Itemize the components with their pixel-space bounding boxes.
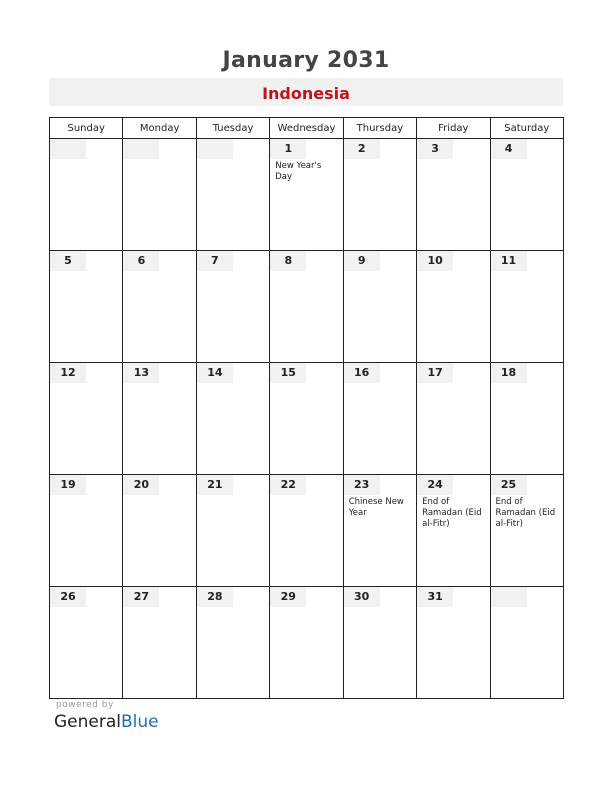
- country-name: Indonesia: [262, 84, 350, 103]
- weekday-header: Tuesday: [196, 118, 269, 139]
- day-number: 12: [50, 363, 86, 383]
- day-cell: [417, 587, 490, 699]
- week-row: [50, 587, 564, 699]
- day-cell: [196, 475, 269, 587]
- day-number: 20: [123, 475, 159, 495]
- week-row: [50, 475, 564, 587]
- day-cell: [123, 251, 196, 363]
- day-number: 1: [270, 139, 306, 159]
- day-cell: [490, 251, 563, 363]
- day-number: 25: [491, 475, 527, 495]
- day-cell: [123, 587, 196, 699]
- day-cell: [270, 363, 343, 475]
- day-cell: [50, 587, 123, 699]
- week-row: [50, 363, 564, 475]
- day-number: 11: [491, 251, 527, 271]
- weekday-header: Wednesday: [270, 118, 343, 139]
- week-row: [50, 251, 564, 363]
- day-cell: [50, 251, 123, 363]
- day-cell: [417, 251, 490, 363]
- day-number: 15: [270, 363, 306, 383]
- day-cell: [343, 139, 416, 251]
- day-number: 13: [123, 363, 159, 383]
- day-cell: [490, 139, 563, 251]
- day-number: 4: [491, 139, 527, 159]
- holiday-label: New Year's Day: [275, 161, 322, 182]
- day-number: 3: [417, 139, 453, 159]
- weekday-header-row: [50, 118, 564, 139]
- day-number: 14: [197, 363, 233, 383]
- day-number: 16: [344, 363, 380, 383]
- weekday-header: Saturday: [490, 118, 563, 139]
- day-cell: [417, 139, 490, 251]
- brand-name-blue: Blue: [121, 712, 159, 732]
- day-cell: [343, 475, 416, 587]
- brand-name-general: General: [54, 712, 121, 732]
- day-number: 28: [197, 587, 233, 607]
- day-number: 19: [50, 475, 86, 495]
- day-number: 2: [344, 139, 380, 159]
- day-cell: [50, 363, 123, 475]
- day-cell: [196, 587, 269, 699]
- brand-logo[interactable]: [54, 712, 159, 732]
- day-number: [123, 139, 159, 159]
- day-cell: [490, 587, 563, 699]
- weekday-header: Thursday: [343, 118, 416, 139]
- day-cell: [417, 475, 490, 587]
- day-cell: [270, 139, 343, 251]
- day-cell: [343, 251, 416, 363]
- day-number: 21: [197, 475, 233, 495]
- day-number: 17: [417, 363, 453, 383]
- day-number: 5: [50, 251, 86, 271]
- day-cell: [50, 475, 123, 587]
- day-number: 18: [491, 363, 527, 383]
- calendar-grid: [49, 117, 564, 699]
- day-number: 10: [417, 251, 453, 271]
- day-cell: [196, 139, 269, 251]
- day-number: 31: [417, 587, 453, 607]
- day-cell: [417, 363, 490, 475]
- day-number: [50, 139, 86, 159]
- day-cell: [490, 363, 563, 475]
- day-cell: [196, 363, 269, 475]
- weekday-header: Monday: [123, 118, 196, 139]
- day-number: [491, 587, 527, 607]
- day-cell: [123, 139, 196, 251]
- day-number: 9: [344, 251, 380, 271]
- day-cell: [270, 475, 343, 587]
- day-cell: [123, 475, 196, 587]
- day-number: 30: [344, 587, 380, 607]
- holiday-label: Chinese New Year: [348, 497, 404, 518]
- day-number: 23: [344, 475, 380, 495]
- day-number: 6: [123, 251, 159, 271]
- day-number: 8: [270, 251, 306, 271]
- day-number: 26: [50, 587, 86, 607]
- powered-by-label: powered by: [56, 700, 114, 710]
- day-cell: [50, 139, 123, 251]
- day-number: 29: [270, 587, 306, 607]
- weekday-header: Sunday: [50, 118, 123, 139]
- day-number: 22: [270, 475, 306, 495]
- country-banner: [49, 78, 563, 106]
- day-cell: [270, 251, 343, 363]
- holiday-label: End of Ramadan (Eid al-Fitr): [422, 497, 482, 529]
- week-row: [50, 139, 564, 251]
- day-cell: [490, 475, 563, 587]
- day-cell: [123, 363, 196, 475]
- day-cell: [270, 587, 343, 699]
- day-number: [197, 139, 233, 159]
- day-cell: [343, 587, 416, 699]
- day-number: 24: [417, 475, 453, 495]
- weekday-header: Friday: [417, 118, 490, 139]
- day-cell: [196, 251, 269, 363]
- day-number: 7: [197, 251, 233, 271]
- day-number: 27: [123, 587, 159, 607]
- page-title: January 2031: [222, 48, 390, 73]
- day-cell: [343, 363, 416, 475]
- holiday-label: End of Ramadan (Eid al-Fitr): [495, 497, 556, 529]
